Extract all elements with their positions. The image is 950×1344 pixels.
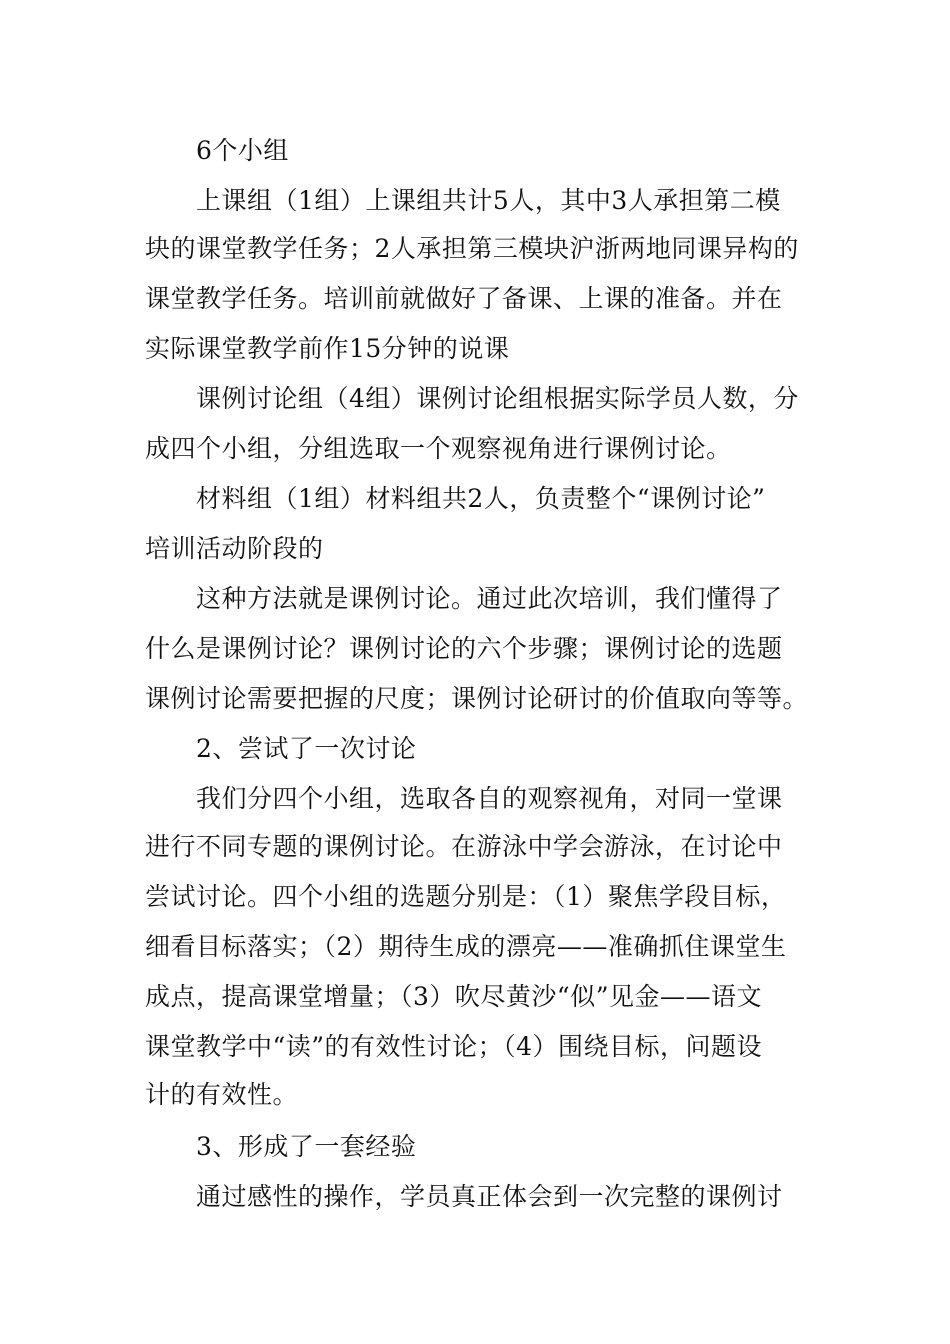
text-line: 我们分四个小组，选取各自的观察视角，对同一堂课 <box>196 784 783 813</box>
text-line: 课堂教学中“读”的有效性讨论；（4）围绕目标，问题设 <box>145 1032 762 1061</box>
text-line: 实际课堂教学前作15分钟的说课 <box>145 334 510 363</box>
text-line: 块的课堂教学任务；2人承担第三模块沪浙两地同课异构的 <box>145 234 799 263</box>
text-line: 计的有效性。 <box>145 1080 299 1109</box>
text-line: 尝试讨论。四个小组的选题分别是：（1）聚焦学段目标， <box>145 882 787 911</box>
text-line: 进行不同专题的课例讨论。在游泳中学会游泳，在讨论中 <box>145 832 783 861</box>
section-heading: 3、形成了一套经验 <box>196 1132 417 1161</box>
text-line: 课例讨论组（4组）课例讨论组根据实际学员人数，分 <box>196 384 799 413</box>
text-line: 培训活动阶段的 <box>145 534 324 563</box>
text-line: 这种方法就是课例讨论。通过此次培训，我们懂得了 <box>196 584 783 613</box>
section-heading: 2、尝试了一次讨论 <box>196 734 417 763</box>
text-line: 材料组（1组）材料组共2人，负责整个“课例讨论” <box>196 484 766 513</box>
text-line: 上课组（1组）上课组共计5人，其中3人承担第二模 <box>196 186 781 215</box>
text-line: 6个小组 <box>196 136 289 165</box>
text-line: 什么是课例讨论？课例讨论的六个步骤；课例讨论的选题 <box>145 634 783 663</box>
text-line: 课堂教学任务。培训前就做好了备课、上课的准备。并在 <box>145 284 783 313</box>
text-line: 成点，提高课堂增量；（3）吹尽黄沙“似”见金——语文 <box>145 982 762 1011</box>
text-line: 成四个小组，分组选取一个观察视角进行课例讨论。 <box>145 434 732 463</box>
text-line: 课例讨论需要把握的尺度；课例讨论研讨的价值取向等等。 <box>145 684 809 713</box>
text-line: 细看目标落实；（2）期待生成的漂亮——准确抓住课堂生 <box>145 932 787 961</box>
text-line: 通过感性的操作，学员真正体会到一次完整的课例讨 <box>196 1182 783 1211</box>
